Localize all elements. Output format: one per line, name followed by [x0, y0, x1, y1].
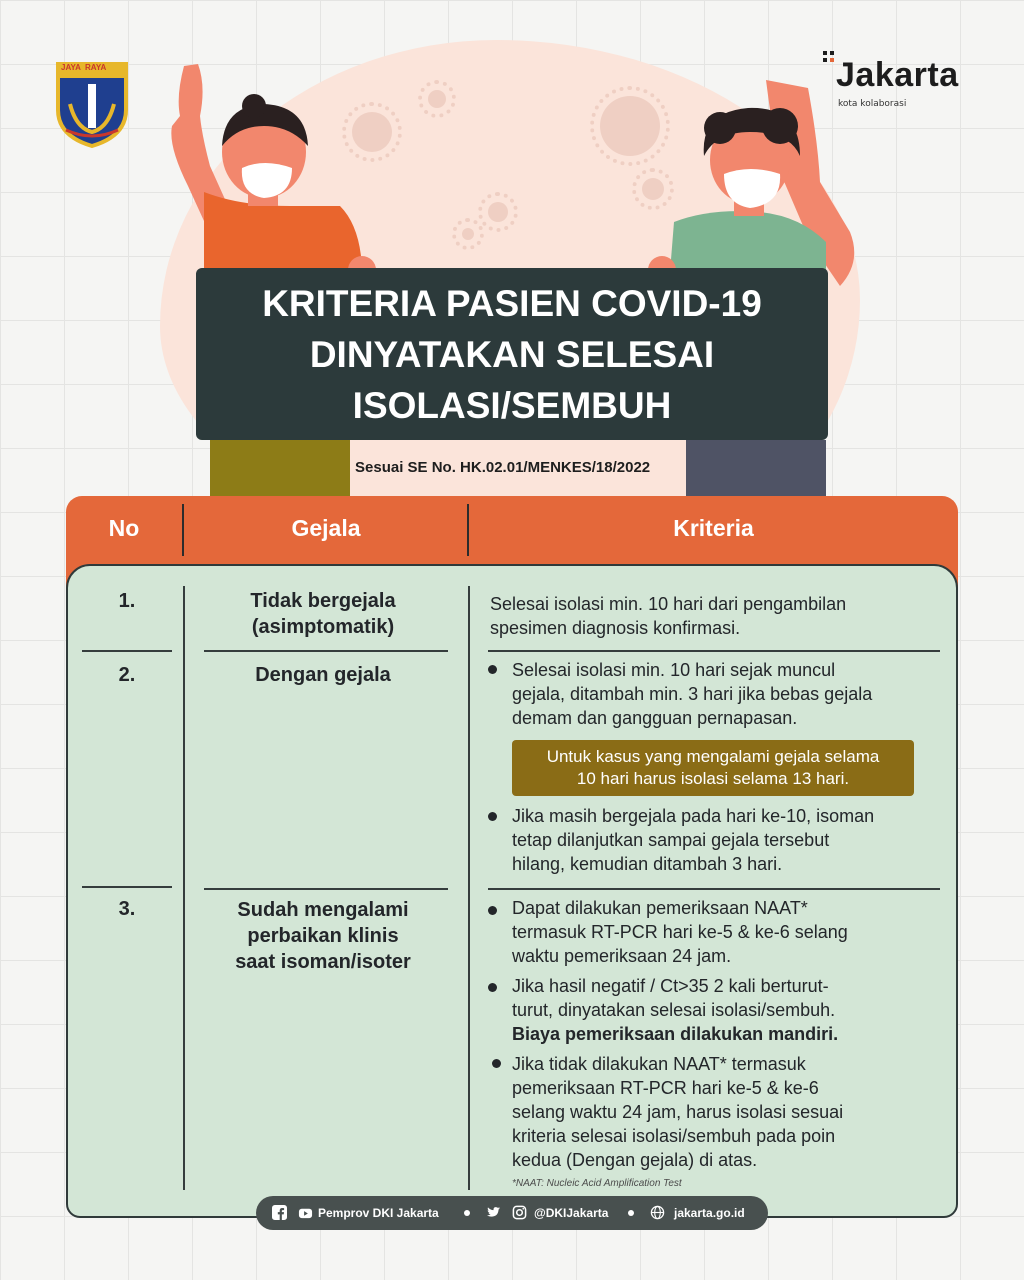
row-3-gejala-line-1: Sudah mengalami [237, 899, 409, 921]
regulation-reference: Sesuai SE No. HK.02.01/MENKES/18/2022 [355, 459, 651, 476]
row-3-bullet-3-line-2: pemeriksaan RT-PCR hari ke-5 & ke-6 [512, 1078, 819, 1098]
row-2-bullet-2 [512, 804, 916, 876]
row-divider [82, 886, 172, 888]
footer-social-handle: @DKIJakarta [534, 1206, 609, 1220]
row-3-bullet-2 [512, 974, 916, 1046]
row-3-bullet-3-line-5: kedua (Dengan gejala) di atas. [512, 1150, 758, 1170]
row-2-highlight-note [512, 740, 914, 796]
jakarta-logo-tagline: kota kolaborasi [838, 99, 907, 109]
row-1-kriteria [490, 592, 920, 640]
row-divider [488, 888, 940, 890]
row-3-gejala-line-3: saat isoman/isoter [235, 951, 411, 973]
row-2-bullet-1-line-2: gejala, ditambah min. 3 hari jika bebas gejala [512, 684, 873, 704]
row-2-bullet-1-line-3: demam dan gangguan pernapasan. [512, 708, 798, 728]
row-1-kriteria-line-2: spesimen diagnosis konfirmasi. [490, 618, 741, 638]
row-2-bullet-2-line-3: hilang, kemudian ditambah 3 hari. [512, 854, 783, 874]
highlight-line-1: Untuk kasus yang mengalami gejala selama [546, 747, 880, 766]
twitter-icon[interactable] [486, 1205, 501, 1220]
row-divider [204, 888, 448, 890]
row-3-bullet-3 [512, 1052, 916, 1172]
footer-website: jakarta.go.id [674, 1206, 745, 1220]
globe-icon[interactable] [650, 1205, 665, 1220]
bullet-icon [488, 665, 497, 674]
row-3-number: 3. [118, 898, 136, 920]
separator-dot [628, 1210, 634, 1216]
row-2-gejala: Dengan gejala [255, 664, 391, 686]
virus-illustration [488, 202, 508, 222]
title-board [196, 268, 828, 440]
virus-illustration [462, 228, 474, 240]
header-no: No [108, 515, 140, 541]
row-2-bullet-2-line-2: tetap dilanjutkan sampai gejala tersebut [512, 830, 830, 850]
facebook-icon[interactable] [272, 1205, 287, 1220]
youtube-icon[interactable] [298, 1205, 313, 1220]
row-divider [488, 650, 940, 652]
column-divider [183, 586, 185, 1190]
row-3-bullet-3-line-4: kriteria selesai isolasi/sembuh pada poin [512, 1126, 836, 1146]
virus-illustration [428, 90, 446, 108]
highlight-line-2: 10 hari harus isolasi selama 13 hari. [576, 769, 850, 788]
row-3-bullet-1-line-2: termasuk RT-PCR hari ke-5 & ke-6 selang [512, 922, 848, 942]
row-2-bullet-1 [512, 658, 916, 730]
row-3-gejala [203, 897, 443, 975]
header-gejala: Gejala [291, 515, 361, 541]
row-3-bullet-2-line-2: turut, dinyatakan selesai isolasi/sembuh. [512, 1000, 836, 1020]
bullet-icon [488, 983, 497, 992]
row-3-bullet-2-line-1: Jika hasil negatif / Ct>35 2 kali berturut- [512, 976, 829, 996]
row-3-bullet-1-line-3: waktu pemeriksaan 24 jam. [512, 946, 732, 966]
row-divider [82, 650, 172, 652]
title-line-2: DINYATAKAN SELESAI [309, 333, 715, 375]
row-3-bullet-3-line-1: Jika tidak dilakukan NAAT* termasuk [512, 1054, 806, 1074]
bullet-icon [488, 906, 497, 915]
row-1-gejala-line-1: Tidak bergejala [250, 590, 396, 612]
row-2-bullet-2-line-1: Jika masih bergejala pada hari ke-10, isoman [512, 806, 875, 826]
row-3-bullet-3-line-3: selang waktu 24 jam, harus isolasi sesuai [512, 1102, 844, 1122]
separator-dot [464, 1210, 470, 1216]
header-kriteria: Kriteria [673, 515, 754, 541]
emblem-text: JAYA RAYA [61, 63, 107, 72]
social-footer [256, 1196, 768, 1230]
row-1-number: 1. [118, 590, 136, 612]
row-divider [204, 650, 448, 652]
bullet-icon [488, 812, 497, 821]
row-3-gejala-line-2: perbaikan klinis [247, 925, 399, 947]
row-2-bullet-1-line-1: Selesai isolasi min. 10 hari sejak muncul [512, 660, 836, 680]
row-1-gejala [203, 588, 443, 640]
jakarta-logo-word: Jakarta [836, 56, 959, 94]
row-3-bullet-1-line-1: Dapat dilakukan pemeriksaan NAAT* [512, 898, 808, 918]
naat-footnote: *NAAT: Nucleic Acid Amplification Test [512, 1178, 682, 1189]
bullet-icon [492, 1059, 501, 1068]
title-line-1: KRITERIA PASIEN COVID-19 [262, 282, 762, 324]
row-3-bullet-2-line-3: Biaya pemeriksaan dilakukan mandiri. [512, 1024, 839, 1044]
row-2-number: 2. [118, 664, 136, 686]
row-1-gejala-line-2: (asimptomatik) [251, 616, 395, 638]
jaya-raya-emblem-logo [52, 58, 132, 148]
row-3-bullet-1 [512, 896, 916, 968]
row-1-kriteria-line-1: Selesai isolasi min. 10 hari dari pengambilan [490, 594, 847, 614]
title-line-3: ISOLASI/SEMBUH [352, 384, 672, 426]
footer-pemprov-label: Pemprov DKI Jakarta [318, 1206, 439, 1220]
instagram-icon[interactable] [512, 1205, 527, 1220]
column-divider [468, 586, 470, 1190]
